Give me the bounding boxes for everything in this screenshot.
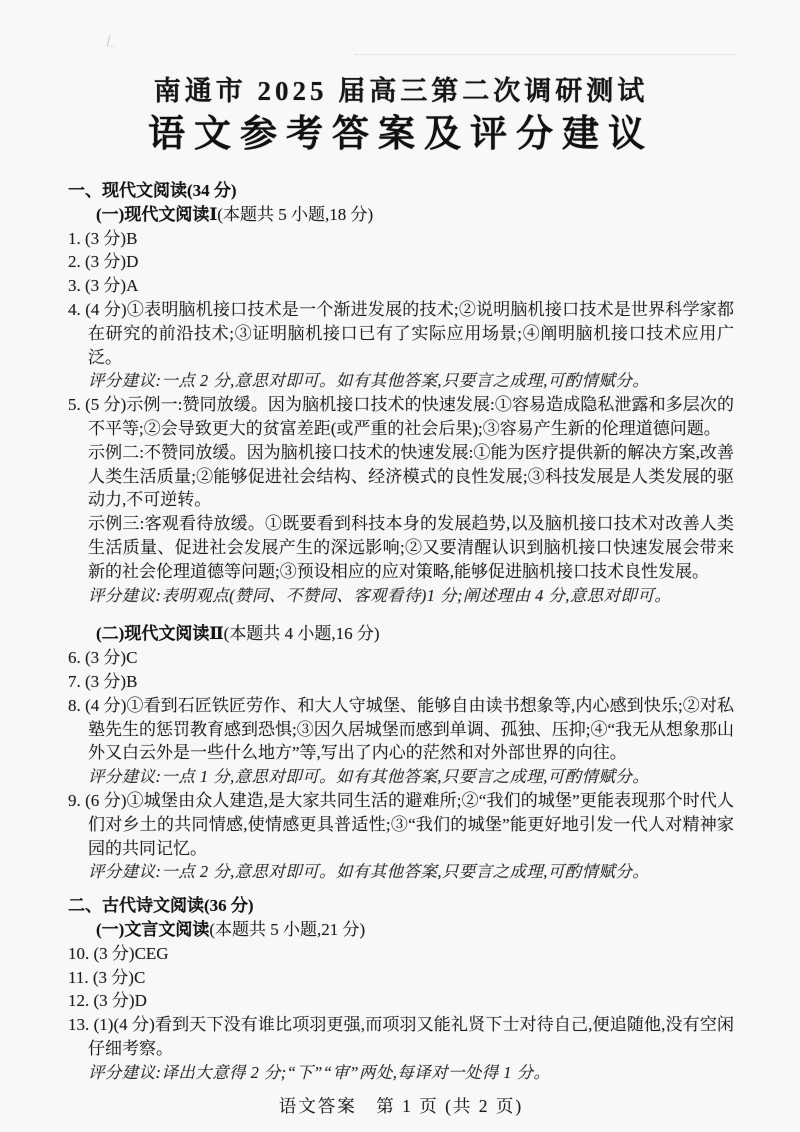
scoring-note: 评分建议:译出大意得 2 分;“下”“审”两处,每译对一处得 1 分。 — [88, 1062, 551, 1082]
section — [68, 894, 734, 1084]
answer-item: 8. (4 分)①看到石匠铁匠劳作、和大人守城堡、能够自由读书想象等,内心感到快乐;②对私塾先生的惩罚教育感到恐惧;③因久居城堡而感到单调、孤独、压抑;④“我无从想象那山外又白云外是一些什么地方”等,写出了内心的茫然和对外部世界的向往。 — [68, 695, 734, 763]
section — [68, 179, 734, 884]
subsection-heading — [68, 622, 734, 646]
scan-artifact-mark — [107, 35, 116, 47]
answer-item: 2. (3 分)D — [68, 252, 139, 272]
answer-item: 10. (3 分)CEG — [68, 943, 169, 963]
answer-paragraph: 示例三:客观看待放缓。①既要看到科技本身的发展趋势,以及脑机接口技术对改善人类生活质量、促进社会发展产生的深远影响;②又要清醒认识到脑机接口快速发展会带来新的社会伦理道德等问题;③预设相应的应对策略,能够促进脑机接口技术良性发展。 — [88, 514, 734, 581]
answer-item: 11. (3 分)C — [68, 967, 146, 987]
answer-item: 6. (3 分)C — [68, 648, 138, 668]
answer-item: 3. (3 分)A — [68, 276, 139, 296]
answer-paragraph: 示例二:不赞同放缓。因为脑机接口技术的快速发展:①能为医疗提供新的解决方案,改善人类生活质量;②能够促进社会结构、经济模式的良性发展;③科技发展是人类发展的驱动力,不可逆转。 — [88, 442, 734, 510]
answer-item: 9. (6 分)①城堡由众人建造,是大家共同生活的避难所;②“我们的城堡”更能表现那个时代人们对乡土的共同情感,使情感更具普适性;③“我们的城堡”能更好地引发一代人对精神家园的共同记忆。 — [68, 790, 734, 858]
answer-body — [68, 179, 734, 1084]
answer-item: 1. (3 分)B — [68, 228, 138, 248]
answer-item: 7. (3 分)B — [68, 671, 138, 691]
exam-title: 南通市 2025 届高三第二次调研测试 — [153, 76, 649, 106]
section-heading: 一、现代文阅读(34 分) — [68, 181, 237, 200]
answer-item: 4. (4 分)①表明脑机接口技术是一个渐进发展的技术;②说明脑机接口技术是世界科学家都在研究的前沿技术;③证明脑机接口已有了实际应用场景;④阐明脑机接口技术应用广泛。 — [68, 299, 734, 367]
scan-artifact-dotted-line — [355, 54, 735, 55]
scoring-note: 评分建议:表明观点(赞同、不赞同、客观看待)1 分;阐述理由 4 分,意思对即可。 — [88, 585, 672, 605]
subsection-heading-detail: (本题共 4 小题,16 分) — [223, 624, 380, 644]
subsection — [68, 622, 734, 884]
subsection-heading-title: (二)现代文阅读Ⅱ — [96, 624, 224, 644]
subsection-heading-detail: (本题共 5 小题,18 分) — [217, 204, 374, 224]
subsection — [68, 918, 734, 1085]
answer-item: 5. (5 分)示例一:赞同放缓。因为脑机接口技术的快速发展:①容易造成隐私泄露和多层次的不平等;②会导致更大的贫富差距(或严重的社会后果);③容易产生新的伦理道德问题。 — [68, 395, 734, 438]
section-heading: 二、古代诗文阅读(36 分) — [68, 896, 254, 916]
subsection — [68, 203, 734, 608]
subsection-heading — [68, 203, 734, 227]
subsection-heading-detail: (本题共 5 小题,21 分) — [209, 919, 366, 939]
answer-item: 12. (3 分)D — [68, 991, 147, 1011]
subsection-heading-title: (一)文言文阅读 — [96, 919, 210, 939]
page-content — [68, 74, 734, 1118]
document-subtitle: 语文参考答案及评分建议 — [148, 114, 654, 155]
subsection-heading — [68, 918, 734, 942]
page-footer: 语文答案 第 1 页 (共 2 页) — [278, 1096, 524, 1117]
scoring-note: 评分建议:一点 2 分,意思对即可。如有其他答案,只要言之成理,可酌情赋分。 — [88, 862, 650, 882]
answer-item: 13. (1)(4 分)看到天下没有谁比项羽更强,而项羽又能礼贤下士对待自己,便追随他,没有空闲仔细考察。 — [68, 1015, 734, 1058]
subsection-heading-title: (一)现代文阅读Ⅰ — [96, 204, 218, 224]
scoring-note: 评分建议:一点 2 分,意思对即可。如有其他答案,只要言之成理,可酌情赋分。 — [88, 371, 650, 391]
scoring-note: 评分建议:一点 1 分,意思对即可。如有其他答案,只要言之成理,可酌情赋分。 — [88, 767, 650, 787]
